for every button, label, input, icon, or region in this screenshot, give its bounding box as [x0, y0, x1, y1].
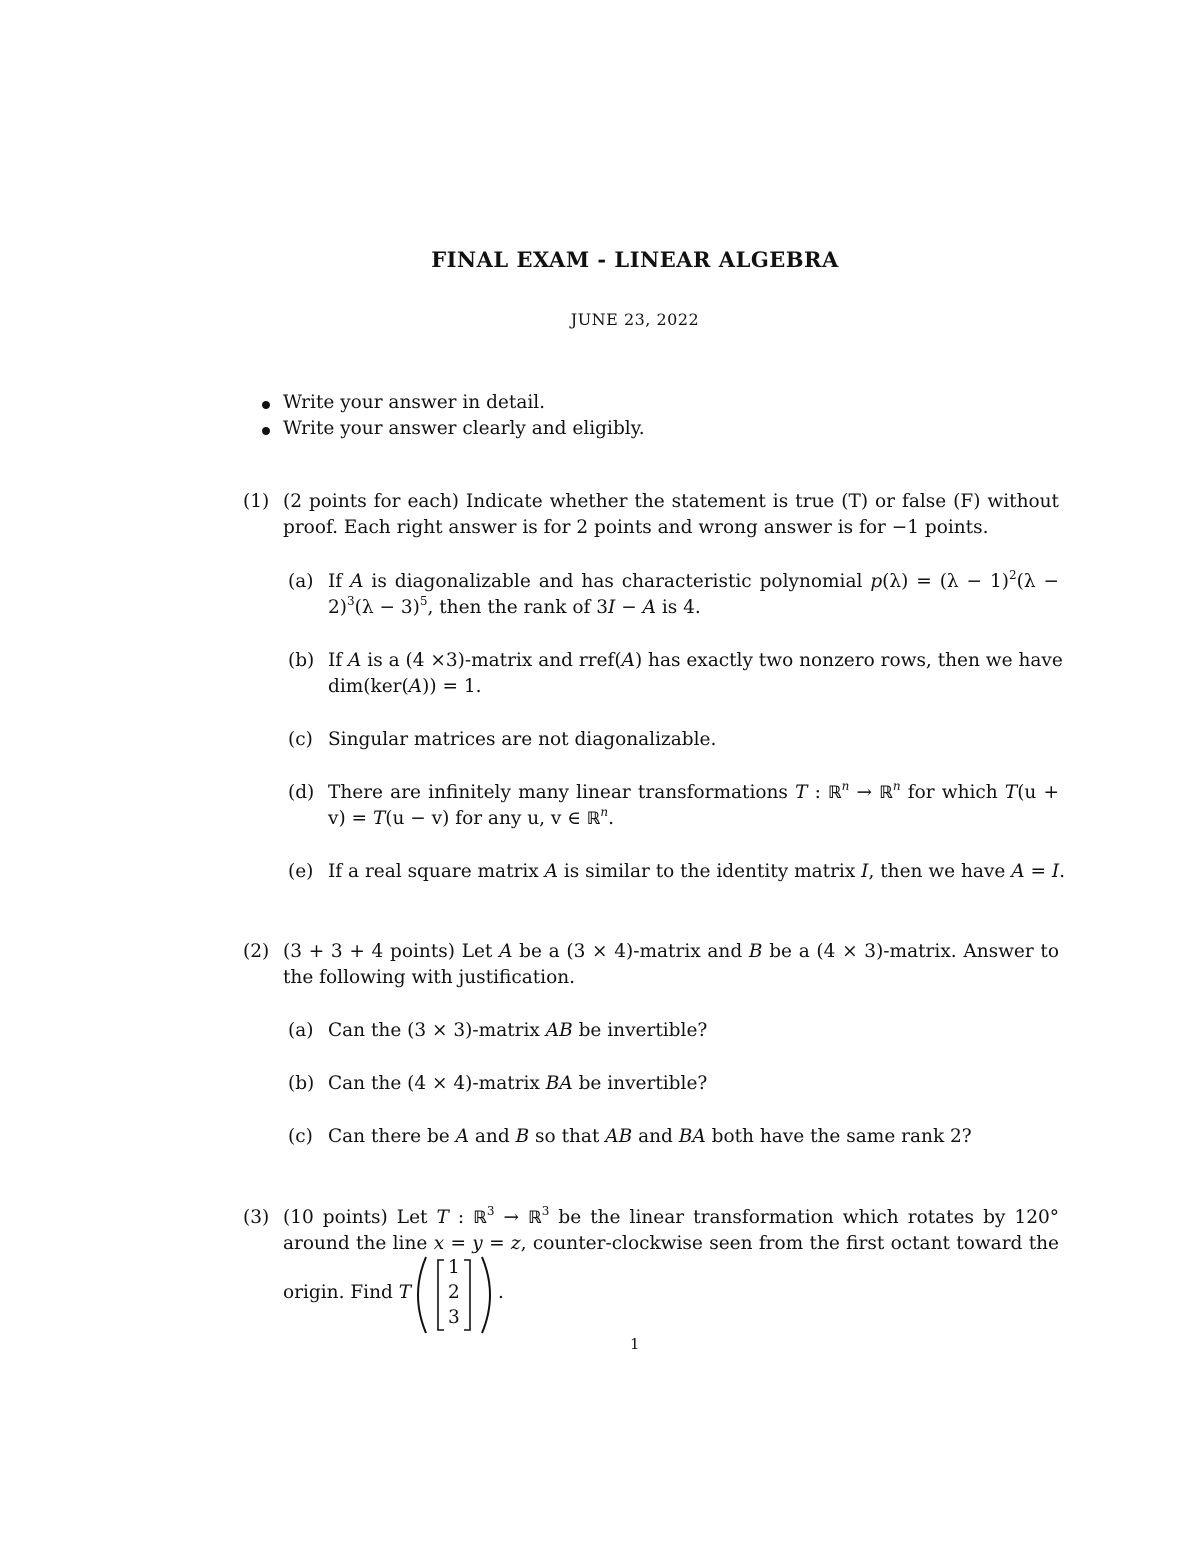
item-text: Singular matrices are not diagonalizable. — [328, 729, 717, 750]
question-intro: proof. Each right answer is for 2 points and wrong answer is for −1 points. — [283, 517, 989, 538]
exam-title: FINAL EXAM - LINEAR ALGEBRA — [431, 247, 839, 272]
sentence-period: . — [498, 1282, 504, 1303]
item-text: Can the (4 × 4)-matrix BA be invertible? — [328, 1073, 708, 1094]
question-number: (1) — [243, 491, 270, 512]
item-label: (b) — [288, 1073, 315, 1094]
question-intro: around the line x = y = z, counter-clockwise seen from the first octant toward the — [283, 1233, 1060, 1254]
bullet-icon — [262, 427, 270, 435]
instruction-item: Write your answer clearly and eligibly. — [283, 418, 645, 439]
item-label: (c) — [288, 729, 313, 750]
item-text: $2)^3(\lambda - 3)^5$, then the rank of 3I − A is 4. — [328, 594, 701, 618]
column-vector — [402, 1255, 498, 1335]
vector-entry: 3 — [448, 1307, 460, 1328]
item-text: If a real square matrix A is similar to the identity matrix I, then we have A = I. — [328, 861, 1066, 882]
vector-entry: 2 — [448, 1282, 460, 1303]
bullet-icon — [262, 401, 270, 409]
item-label: (e) — [288, 861, 314, 882]
vector-entry: 1 — [448, 1257, 460, 1278]
item-label: (a) — [288, 1020, 314, 1041]
item-label: (a) — [288, 571, 314, 592]
exam-date: JUNE 23, 2022 — [570, 310, 700, 329]
item-label: (b) — [288, 650, 315, 671]
item-label: (d) — [288, 782, 315, 803]
question-intro: origin. Find T — [283, 1282, 412, 1303]
item-text: If A is diagonalizable and has characteristic polynomial $p(\lambda) = (\lambda - 1)^2(\lambda$ − — [328, 568, 1059, 592]
item-text: Can there be A and B so that AB and BA both have the same rank 2? — [328, 1126, 972, 1147]
page-number: 1 — [630, 1335, 640, 1353]
item-text: v) = T(u − v) for any u, v ∈ ℝ$^n$. — [328, 805, 615, 829]
item-text: Can the (3 × 3)-matrix AB be invertible? — [328, 1020, 708, 1041]
instruction-item: Write your answer in detail. — [283, 392, 546, 413]
question-number: (2) — [243, 941, 270, 962]
item-text: dim(ker(A)) = 1. — [328, 676, 482, 697]
item-text: If A is a (4 ×3)-matrix and rref(A) has exactly two nonzero rows, then we have — [328, 650, 1063, 671]
item-label: (c) — [288, 1126, 313, 1147]
question-intro: (10 points) Let T : ℝ$^3$ → ℝ$^3$ be the linear transformation which rotates by 120° — [283, 1204, 1059, 1228]
question-intro: the following with justification. — [283, 967, 576, 988]
question-intro: (2 points for each) Indicate whether the statement is true (T) or false (F) without — [283, 491, 1059, 512]
item-text: There are infinitely many linear transformations T : ℝ$^n$ → ℝ$^n$ for which T(u + — [328, 779, 1060, 803]
question-number: (3) — [243, 1207, 270, 1228]
question-intro: (3 + 3 + 4 points) Let A be a (3 × 4)-matrix and B be a (4 × 3)-matrix. Answer to — [283, 941, 1060, 962]
